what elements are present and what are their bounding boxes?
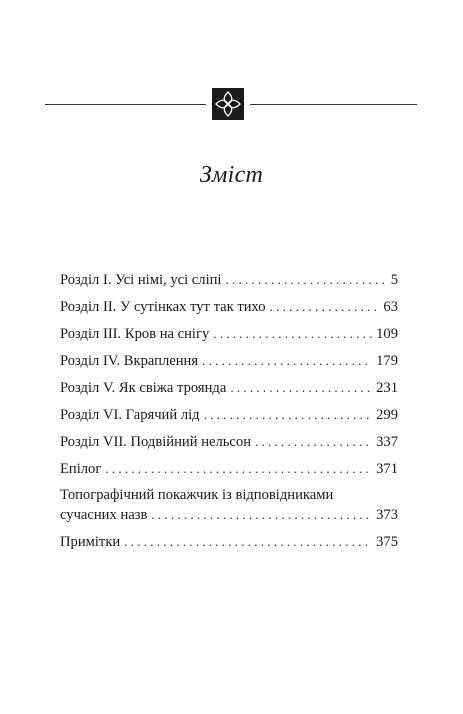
toc-entry-label: Розділ ІІІ. Кров на снігу [60, 326, 210, 342]
toc-entry-continuation [60, 505, 398, 525]
dot-leader [202, 351, 372, 370]
dot-leader [124, 532, 372, 551]
toc-entry [60, 432, 398, 452]
dot-leader [213, 324, 372, 343]
toc-entry-label: Розділ V. Як свіжа троянда [60, 380, 227, 396]
dot-leader [204, 405, 373, 424]
toc-entry-label: Розділ І. Усі німі, усі сліпі [60, 272, 222, 288]
toc-entry [60, 378, 398, 398]
toc-entry-page: 231 [376, 380, 398, 396]
toc-entry-label: Примітки [60, 534, 121, 550]
dot-leader [270, 297, 380, 316]
toc-entry [60, 405, 398, 425]
toc-entry-label-line1: Топографічний покажчик із відповідниками [60, 487, 334, 503]
ornament-rule-right [250, 104, 417, 105]
dot-leader [105, 459, 372, 478]
toc-entry-page: 109 [376, 326, 398, 342]
toc-entry [60, 351, 398, 371]
toc-entry [60, 486, 398, 525]
toc-entry-page: 5 [390, 272, 398, 288]
toc-entry [60, 297, 398, 317]
toc-entry-page: 179 [376, 353, 398, 369]
toc-entry [60, 459, 398, 479]
toc-entry [60, 324, 398, 344]
table-of-contents [60, 270, 398, 559]
toc-entry-label: Розділ ІІ. У сутінках тут так тихо [60, 299, 266, 315]
toc-entry-page: 375 [376, 534, 398, 550]
toc-entry [60, 270, 398, 290]
toc-entry-label-line2: сучасних назв [60, 507, 148, 523]
toc-entry [60, 532, 398, 552]
page-title: Зміст [199, 162, 264, 188]
ornament-rule-left [45, 104, 206, 105]
toc-entry-label: Епілог [60, 461, 102, 477]
toc-entry-page: 299 [376, 407, 398, 423]
toc-entry-page: 373 [376, 507, 398, 523]
toc-entry-page: 63 [383, 299, 398, 315]
toc-entry-label: Розділ VII. Подвійний нельсон [60, 434, 252, 450]
quatrefoil-ornament-icon [212, 88, 244, 120]
dot-leader [255, 432, 372, 451]
toc-entry-page: 371 [376, 461, 398, 477]
dot-leader [226, 270, 387, 289]
toc-entry-label: Розділ IV. Вкраплення [60, 353, 199, 369]
dot-leader [151, 505, 372, 524]
dot-leader [230, 378, 372, 397]
toc-entry-label: Розділ VI. Гарячий лід [60, 407, 200, 423]
toc-entry-page: 337 [376, 434, 398, 450]
